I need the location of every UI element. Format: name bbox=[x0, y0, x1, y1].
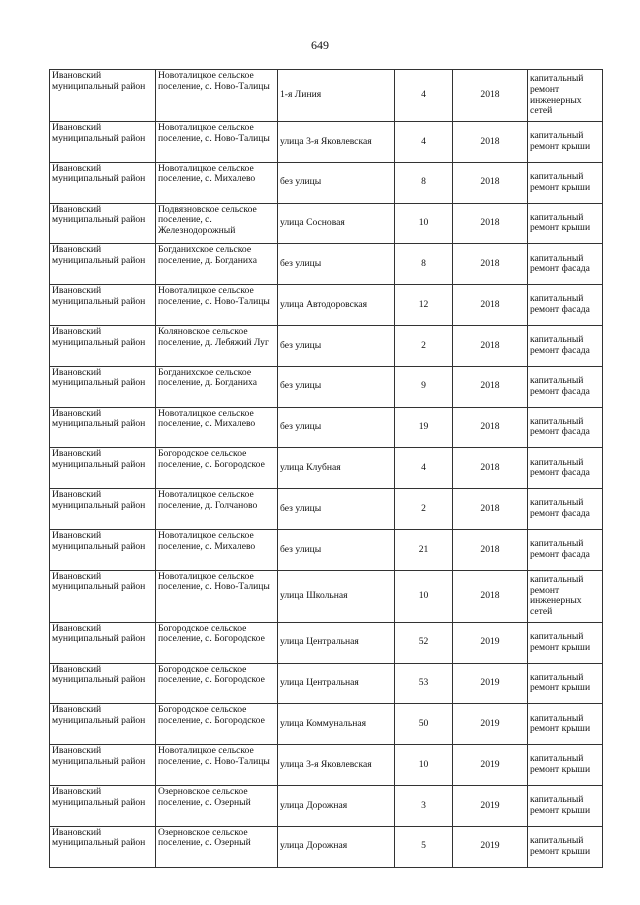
work-type-cell: капитальный ремонт инженерных сетей bbox=[528, 70, 603, 122]
house-number-cell: 2 bbox=[395, 325, 453, 366]
table-row bbox=[50, 622, 603, 663]
district-cell: Ивановский муниципальный район bbox=[50, 122, 156, 163]
year-cell: 2018 bbox=[453, 162, 528, 203]
year-cell: 2018 bbox=[453, 448, 528, 489]
table-row bbox=[50, 663, 603, 704]
house-number-cell: 10 bbox=[395, 570, 453, 622]
street-cell: улица 3-я Яковлевская bbox=[278, 745, 395, 786]
table-row bbox=[50, 570, 603, 622]
district-cell: Ивановский муниципальный район bbox=[50, 407, 156, 448]
district-cell: Ивановский муниципальный район bbox=[50, 448, 156, 489]
house-number-cell: 12 bbox=[395, 285, 453, 326]
district-cell: Ивановский муниципальный район bbox=[50, 663, 156, 704]
year-cell: 2018 bbox=[453, 529, 528, 570]
table-row bbox=[50, 203, 603, 244]
district-cell: Ивановский муниципальный район bbox=[50, 785, 156, 826]
house-number-cell: 8 bbox=[395, 244, 453, 285]
work-type-cell: капитальный ремонт инженерных сетей bbox=[528, 570, 603, 622]
settlement-cell: Озерновское сельское поселение, с. Озерный bbox=[156, 785, 278, 826]
table-row bbox=[50, 448, 603, 489]
district-cell: Ивановский муниципальный район bbox=[50, 70, 156, 122]
street-cell: 1-я Линия bbox=[278, 70, 395, 122]
street-cell: без улицы bbox=[278, 489, 395, 530]
street-cell: улица Дорожная bbox=[278, 785, 395, 826]
settlement-cell: Новоталицкое сельское поселение, с. Михалево bbox=[156, 162, 278, 203]
settlement-cell: Богданихское сельское поселение, д. Богданиха bbox=[156, 366, 278, 407]
settlement-cell: Новоталицкое сельское поселение, с. Ново-Талицы bbox=[156, 570, 278, 622]
year-cell: 2018 bbox=[453, 407, 528, 448]
year-cell: 2018 bbox=[453, 285, 528, 326]
house-number-cell: 21 bbox=[395, 529, 453, 570]
district-cell: Ивановский муниципальный район bbox=[50, 203, 156, 244]
work-type-cell: капитальный ремонт крыши bbox=[528, 122, 603, 163]
district-cell: Ивановский муниципальный район bbox=[50, 622, 156, 663]
work-type-cell: капитальный ремонт крыши bbox=[528, 203, 603, 244]
settlement-cell: Богородское сельское поселение, с. Богородское bbox=[156, 663, 278, 704]
year-cell: 2018 bbox=[453, 122, 528, 163]
street-cell: без улицы bbox=[278, 407, 395, 448]
work-type-cell: капитальный ремонт фасада bbox=[528, 529, 603, 570]
district-cell: Ивановский муниципальный район bbox=[50, 704, 156, 745]
district-cell: Ивановский муниципальный район bbox=[50, 285, 156, 326]
street-cell: улица 3-я Яковлевская bbox=[278, 122, 395, 163]
table-row bbox=[50, 162, 603, 203]
settlement-cell: Богородское сельское поселение, с. Богородское bbox=[156, 622, 278, 663]
work-type-cell: капитальный ремонт фасада bbox=[528, 244, 603, 285]
street-cell: без улицы bbox=[278, 529, 395, 570]
table-row bbox=[50, 704, 603, 745]
year-cell: 2019 bbox=[453, 745, 528, 786]
district-cell: Ивановский муниципальный район bbox=[50, 529, 156, 570]
settlement-cell: Богданихское сельское поселение, д. Богданиха bbox=[156, 244, 278, 285]
district-cell: Ивановский муниципальный район bbox=[50, 826, 156, 867]
housing-repair-table bbox=[49, 69, 603, 868]
year-cell: 2018 bbox=[453, 70, 528, 122]
street-cell: улица Дорожная bbox=[278, 826, 395, 867]
street-cell: улица Центральная bbox=[278, 663, 395, 704]
work-type-cell: капитальный ремонт фасада bbox=[528, 285, 603, 326]
settlement-cell: Новоталицкое сельское поселение, с. Ново-Талицы bbox=[156, 122, 278, 163]
table-row bbox=[50, 826, 603, 867]
year-cell: 2018 bbox=[453, 203, 528, 244]
work-type-cell: капитальный ремонт крыши bbox=[528, 704, 603, 745]
work-type-cell: капитальный ремонт крыши bbox=[528, 785, 603, 826]
settlement-cell: Озерновское сельское поселение, с. Озерный bbox=[156, 826, 278, 867]
table-row bbox=[50, 244, 603, 285]
year-cell: 2019 bbox=[453, 785, 528, 826]
district-cell: Ивановский муниципальный район bbox=[50, 325, 156, 366]
table-row bbox=[50, 407, 603, 448]
district-cell: Ивановский муниципальный район bbox=[50, 366, 156, 407]
house-number-cell: 10 bbox=[395, 203, 453, 244]
work-type-cell: капитальный ремонт фасада bbox=[528, 366, 603, 407]
house-number-cell: 50 bbox=[395, 704, 453, 745]
house-number-cell: 19 bbox=[395, 407, 453, 448]
settlement-cell: Новоталицкое сельское поселение, с. Ново-Талицы bbox=[156, 70, 278, 122]
street-cell: без улицы bbox=[278, 162, 395, 203]
settlement-cell: Новоталицкое сельское поселение, д. Голчаново bbox=[156, 489, 278, 530]
settlement-cell: Подвязновское сельское поселение, с. Железнодорожный bbox=[156, 203, 278, 244]
district-cell: Ивановский муниципальный район bbox=[50, 745, 156, 786]
year-cell: 2018 bbox=[453, 570, 528, 622]
work-type-cell: капитальный ремонт крыши bbox=[528, 162, 603, 203]
house-number-cell: 8 bbox=[395, 162, 453, 203]
district-cell: Ивановский муниципальный район bbox=[50, 244, 156, 285]
house-number-cell: 4 bbox=[395, 448, 453, 489]
year-cell: 2019 bbox=[453, 826, 528, 867]
house-number-cell: 52 bbox=[395, 622, 453, 663]
street-cell: улица Центральная bbox=[278, 622, 395, 663]
house-number-cell: 10 bbox=[395, 745, 453, 786]
district-cell: Ивановский муниципальный район bbox=[50, 162, 156, 203]
settlement-cell: Новоталицкое сельское поселение, с. Ново-Талицы bbox=[156, 745, 278, 786]
page-number: 649 bbox=[311, 38, 329, 52]
settlement-cell: Новоталицкое сельское поселение, с. Ново-Талицы bbox=[156, 285, 278, 326]
table-row bbox=[50, 529, 603, 570]
house-number-cell: 9 bbox=[395, 366, 453, 407]
table-row bbox=[50, 745, 603, 786]
work-type-cell: капитальный ремонт фасада bbox=[528, 325, 603, 366]
street-cell: без улицы bbox=[278, 325, 395, 366]
street-cell: без улицы bbox=[278, 244, 395, 285]
work-type-cell: капитальный ремонт фасада bbox=[528, 407, 603, 448]
district-cell: Ивановский муниципальный район bbox=[50, 489, 156, 530]
street-cell: без улицы bbox=[278, 366, 395, 407]
year-cell: 2019 bbox=[453, 663, 528, 704]
settlement-cell: Богородское сельское поселение, с. Богородское bbox=[156, 448, 278, 489]
year-cell: 2018 bbox=[453, 325, 528, 366]
table-row bbox=[50, 325, 603, 366]
house-number-cell: 4 bbox=[395, 70, 453, 122]
year-cell: 2018 bbox=[453, 366, 528, 407]
street-cell: улица Сосновая bbox=[278, 203, 395, 244]
settlement-cell: Богородское сельское поселение, с. Богородское bbox=[156, 704, 278, 745]
house-number-cell: 2 bbox=[395, 489, 453, 530]
house-number-cell: 3 bbox=[395, 785, 453, 826]
district-cell: Ивановский муниципальный район bbox=[50, 570, 156, 622]
table-row bbox=[50, 366, 603, 407]
table-row bbox=[50, 785, 603, 826]
year-cell: 2019 bbox=[453, 622, 528, 663]
street-cell: улица Клубная bbox=[278, 448, 395, 489]
work-type-cell: капитальный ремонт крыши bbox=[528, 663, 603, 704]
settlement-cell: Новоталицкое сельское поселение, с. Михалево bbox=[156, 529, 278, 570]
year-cell: 2018 bbox=[453, 244, 528, 285]
work-type-cell: капитальный ремонт фасада bbox=[528, 448, 603, 489]
work-type-cell: капитальный ремонт крыши bbox=[528, 826, 603, 867]
street-cell: улица Автодоровская bbox=[278, 285, 395, 326]
work-type-cell: капитальный ремонт крыши bbox=[528, 622, 603, 663]
table-row bbox=[50, 70, 603, 122]
year-cell: 2018 bbox=[453, 489, 528, 530]
house-number-cell: 5 bbox=[395, 826, 453, 867]
street-cell: улица Школьная bbox=[278, 570, 395, 622]
house-number-cell: 53 bbox=[395, 663, 453, 704]
table-row bbox=[50, 285, 603, 326]
house-number-cell: 4 bbox=[395, 122, 453, 163]
table-row bbox=[50, 489, 603, 530]
year-cell: 2019 bbox=[453, 704, 528, 745]
work-type-cell: капитальный ремонт крыши bbox=[528, 745, 603, 786]
street-cell: улица Коммунальная bbox=[278, 704, 395, 745]
work-type-cell: капитальный ремонт фасада bbox=[528, 489, 603, 530]
settlement-cell: Новоталицкое сельское поселение, с. Михалево bbox=[156, 407, 278, 448]
settlement-cell: Коляновское сельское поселение, д. Лебяжий Луг bbox=[156, 325, 278, 366]
table-row bbox=[50, 122, 603, 163]
